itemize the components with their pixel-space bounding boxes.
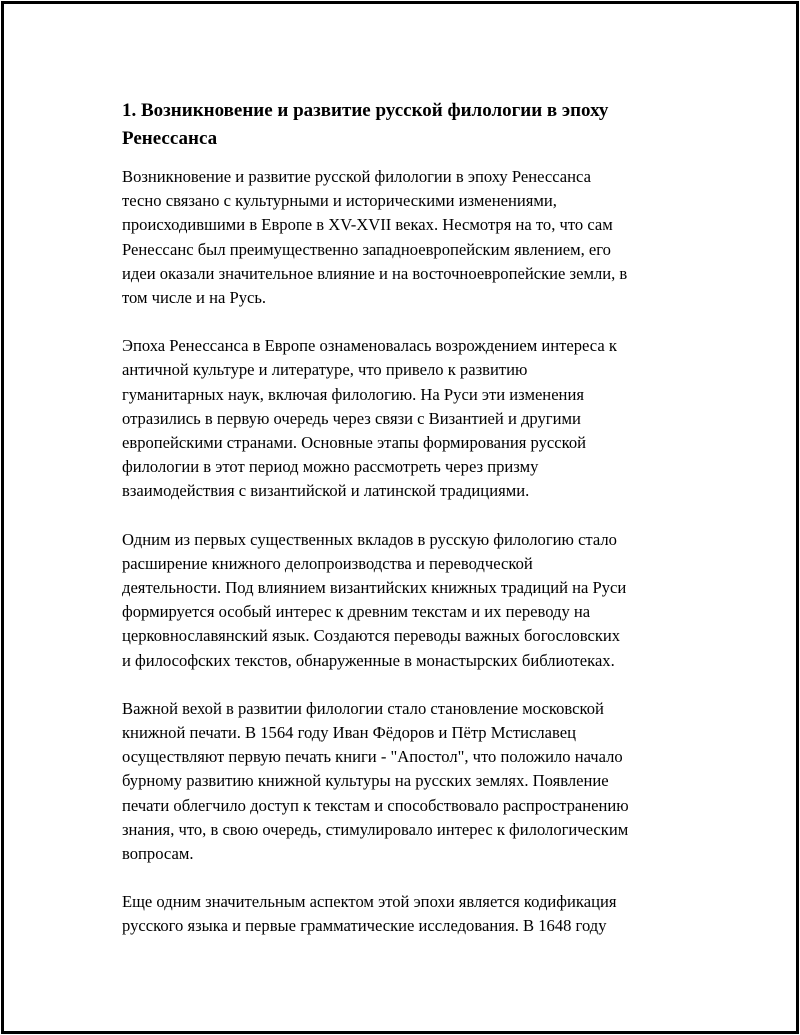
paragraph-2 <box>122 334 692 503</box>
text-line: церковнославянский язык. Создаются переводы важных богословских <box>122 626 621 646</box>
text-line: происходившими в Европе в XV-XVII веках. Несмотря на то, что сам <box>122 215 613 235</box>
text-line: Эпоха Ренессанса в Европе ознаменовалась возрождением интереса к <box>122 336 617 356</box>
heading-line: 1. Возникновение и развитие русской филологии в эпоху <box>122 100 609 121</box>
text-line: взаимодействия с византийской и латинской традициями. <box>122 481 530 501</box>
text-line: расширение книжного делопроизводства и переводческой <box>122 553 533 573</box>
text-line: Одним из первых существенных вкладов в русскую филологию стало <box>122 529 617 549</box>
text-line: деятельности. Под влиянием византийских книжных традиций на Руси <box>122 578 627 598</box>
page-frame <box>1 1 799 1034</box>
text-line: гуманитарных наук, включая филологию. На Руси эти изменения <box>122 384 584 404</box>
text-line: формируется особый интерес к древним текстам и их переводу на <box>122 602 591 622</box>
section-heading <box>122 97 692 153</box>
paragraph-4 <box>122 697 692 866</box>
text-line: Важной вехой в развитии филологии стало становление московской <box>122 698 604 718</box>
text-line: идеи оказали значительное влияние и на восточноевропейские земли, в <box>122 263 628 283</box>
text-line: осуществляют первую печать книги - "Апостол", что положило начало <box>122 747 623 767</box>
text-line: античной культуре и литературе, что привело к развитию <box>122 360 528 380</box>
text-line: тесно связано с культурными и историческими изменениями, <box>122 191 557 211</box>
text-line: Еще одним значительным аспектом этой эпохи является кодификация <box>122 892 617 912</box>
text-line: бурному развитию книжной культуры на русских землях. Появление <box>122 771 609 791</box>
text-line: русского языка и первые грамматические исследования. В 1648 году <box>122 916 607 936</box>
paragraph-1 <box>122 165 692 310</box>
text-line: печати облегчило доступ к текстам и способствовало распространению <box>122 795 629 815</box>
text-line: европейскими странами. Основные этапы формирования русской <box>122 433 587 453</box>
text-line: знания, что, в свою очередь, стимулировало интерес к филологическим <box>122 819 629 839</box>
text-line: книжной печати. В 1564 году Иван Фёдоров и Пётр Мстиславец <box>122 723 576 743</box>
heading-line: Ренессанса <box>122 128 218 149</box>
paragraph-5 <box>122 890 692 938</box>
text-line: и философских текстов, обнаруженные в монастырских библиотеках. <box>122 650 615 670</box>
page-content <box>122 97 692 963</box>
text-line: том числе и на Русь. <box>122 288 267 308</box>
paragraph-3 <box>122 528 692 673</box>
text-line: отразились в первую очередь через связи с Византией и другими <box>122 408 581 428</box>
text-line: вопросам. <box>122 844 194 864</box>
text-line: Ренессанс был преимущественно западноевропейским явлением, его <box>122 239 611 259</box>
text-line: Возникновение и развитие русской филологии в эпоху Ренессанса <box>122 167 591 186</box>
text-line: филологии в этот период можно рассмотреть через призму <box>122 457 539 477</box>
